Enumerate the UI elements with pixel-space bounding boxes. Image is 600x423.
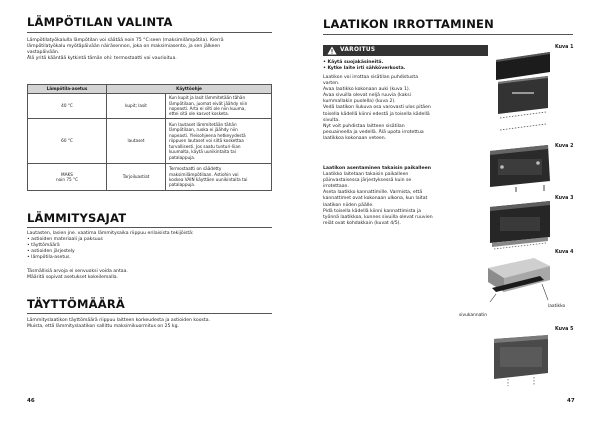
text-line: Kun lautaset lämmitetään tähän (169, 122, 237, 128)
text-line: varten. (323, 81, 340, 87)
table-cell-setting: 60 °C (28, 119, 107, 164)
bullet-item: • Kytke laite irti sähköverkosta. (323, 66, 406, 72)
heating-times-note (27, 269, 128, 281)
text-line: kummallakin puolella) (kuva 2). (323, 99, 396, 105)
text-line: Älä yritä kääntää kytkintä tämän ohi: termostaatti voi vaurioitua. (27, 56, 177, 62)
text-line: vastapäivään. (27, 50, 60, 56)
text-line: Pidä toisella kädellä kiinni kannattimista ja (323, 208, 422, 214)
text-line: koskea VAIN käyttäen uunikintaita tai (169, 177, 248, 182)
label-drawer: laatikko (548, 304, 566, 309)
bullet-item: • astioiden materiaali ja paksuus (27, 237, 103, 243)
figure-caption: Kuva 4 (555, 250, 574, 255)
text-line: Laatikon voi irrottaa sisätilan puhdistusta (323, 75, 419, 80)
table-header-setting: Lämpötila-asetus (28, 85, 107, 94)
text-line: Aseta laatikko kannattimille. Varmista, että (323, 190, 423, 196)
text-line: Avaa laatikko kokonaan auki (kuva 1). (323, 87, 411, 93)
warning-triangle-icon (327, 46, 337, 55)
text-line: laatikon niiden päälle. (323, 202, 374, 208)
text-line: lämpötilatyökalu myötäpäivään näiräsennon, joka on maksimiasento, ja sen jälkeen (27, 44, 221, 50)
text-line: lämpötilaan, ruoka ei jäähdy niin (169, 127, 238, 133)
table-cell-setting (28, 164, 107, 191)
heading-rule (323, 34, 573, 35)
bullet-text: täyttömäärä (31, 243, 60, 249)
table-row (28, 94, 272, 119)
bullet-text: Kytke laite irti sähköverkosta. (327, 66, 406, 72)
figure-caption: Kuva 3 (555, 196, 574, 201)
table-cell-description (166, 164, 272, 191)
text-line: päinvastaisessa järjestyksessä kuin se (323, 178, 412, 184)
text-line: kuumalta, käytä uunikintaita tai (169, 149, 236, 155)
fill-quantity-text (27, 318, 210, 330)
figure-2-drawer-screws-illustration (488, 141, 554, 193)
heading-rule (27, 313, 272, 314)
text-line: noin 75 °C (55, 177, 79, 182)
text-line: Määritä sopivat asetukset kokeilemalla. (27, 275, 119, 281)
heading-fill-quantity: TÄYTTÖMÄÄRÄ (27, 297, 126, 311)
figure-caption: Kuva 1 (555, 45, 574, 50)
table-cell-description (166, 94, 272, 119)
text-line: pesuaineella ja vedellä. Älä upota irrotettua (323, 129, 424, 135)
temperature-table (27, 84, 272, 191)
figure-caption: Kuva 2 (555, 144, 574, 149)
table-cell-description (166, 119, 272, 164)
removal-instructions (323, 75, 431, 142)
bullet-text: astioiden järjestely (31, 249, 75, 255)
reinstall-heading: Laatikon asentaminen takaisin paikalleen (323, 166, 431, 171)
reinstall-instructions (323, 166, 433, 227)
text-line: ettei sitä ole kasvot kosketa. (169, 111, 229, 117)
text-line: riippuen lautaset voi siltä koskettaa (169, 138, 244, 144)
bullet-text: lämpötila-asetus. (31, 255, 71, 261)
bullet-item: • lämpötila-asetus. (27, 255, 71, 261)
table-header-usage: Käyttöohje (107, 85, 272, 94)
table-cell-setting: 40 °C (28, 94, 107, 119)
text-line: Kun kupit ja lasit lämmitetään tähän (169, 95, 246, 101)
bullet-item: • astioiden järjestely (27, 249, 75, 255)
table-row (28, 164, 272, 191)
text-line: patalappuja. (169, 182, 196, 188)
heading-temperature-selection: LÄMPÖTILAN VALINTA (27, 15, 173, 29)
text-line: Lautasten, lasien jne. vaatima lämmitysaika riippuu erilaisista tekijöistä: (27, 231, 194, 236)
text-line: Lämpötilatyökalulla lämpötilan voi säätää noin 75 °C:seen (maksimilämpötila). Kierrä (27, 38, 224, 43)
table-cell-use: lautaset (107, 119, 166, 164)
bullet-item: • täyttömäärä (27, 243, 60, 249)
text-line: irrotettaan. (323, 184, 349, 190)
text-line: Täsmällisiä arvoja ei senvuoksi voida antaa. (27, 269, 128, 274)
warning-bullets (323, 60, 405, 72)
heading-drawer-removal: LAATIKON IRROTTAMINEN (323, 17, 494, 31)
text-line: Lämmityslaatikon täyttömäärä riippuu laitteen korkeudesta ja astioiden koosta. (27, 318, 211, 323)
bullet-text: Käytä suojakäsineitä. (327, 60, 384, 65)
heading-rule (27, 227, 272, 228)
bullet-item: • Käytä suojakäsineitä. (323, 60, 384, 65)
text-line: reiät ovat kohdakkain (kuvat 4/5). (323, 220, 401, 226)
text-line: sivulta. (323, 117, 340, 123)
text-line: maksimilämpötilaan. Astiohin voi (169, 171, 239, 177)
figure-1-drawer-open-illustration (492, 48, 554, 138)
text-line: Nyt voit puhdistaa laitteen sisätilan (323, 123, 405, 129)
temperature-intro-text (27, 38, 224, 62)
text-line: Muista, että lämmityslaatikon sallittu maksimikuormitus on 25 kg. (27, 324, 179, 330)
text-line: Vedä laatikon liukuva osa varovasti ulos pitäen (323, 105, 431, 111)
text-line: laatikkoa kokonaan veteen. (323, 135, 387, 141)
heading-heating-times: LÄMMITYSAJAT (27, 211, 127, 225)
text-line: nopeasti. Arta ei silti ole niin kuuma, (169, 106, 246, 111)
table-row (28, 119, 272, 164)
heading-rule (27, 32, 272, 33)
warning-label: VAROITUS (340, 47, 376, 53)
text-line: Termostaatti on säädetty (169, 166, 222, 172)
page-number: 47 (567, 398, 575, 404)
figure-4-runner-illustration (486, 252, 552, 304)
text-line: turvallisesti. Jos saatu tunturi-liian (169, 143, 241, 149)
text-line: työnnä laatikkoa, kunnes sivuilla olevat ruuvien (323, 214, 433, 220)
figure-3-drawer-slide-illustration (486, 195, 554, 251)
table-cell-use: kupit; lasit (107, 94, 166, 119)
text-line: lämpötilaan, juomat eivät jäähdy niin (169, 100, 248, 106)
text-line: MAKS (61, 171, 73, 177)
warning-box (323, 45, 488, 56)
page-number: 46 (27, 398, 35, 404)
figure-5-drawer-reinstall-illustration (490, 333, 552, 387)
label-side-runner: sivukannatin (459, 313, 488, 318)
table-header-row (28, 85, 272, 94)
table-cell-use: Tarjoiluastiat (107, 164, 166, 191)
text-line: kannattimet ovat kokonaan ulkona, kun laitat (323, 196, 428, 202)
text-line: Laatikko laitetaan takaisin paikalleen (323, 172, 409, 178)
heating-times-text (27, 231, 194, 261)
text-line: nopeasti. Yleisohjeena hetkeyydestä (169, 132, 246, 138)
text-line: Avaa sivuilla olevat neljä ruuvia (kaksi (323, 93, 411, 99)
bullet-text: astioiden materiaali ja paksuus (31, 237, 103, 243)
figure-caption: Kuva 5 (555, 327, 574, 332)
text-line: toisella kädellä kiinni edestä ja toisella kädellä (323, 111, 430, 117)
text-line: patalappuja. (169, 154, 196, 160)
